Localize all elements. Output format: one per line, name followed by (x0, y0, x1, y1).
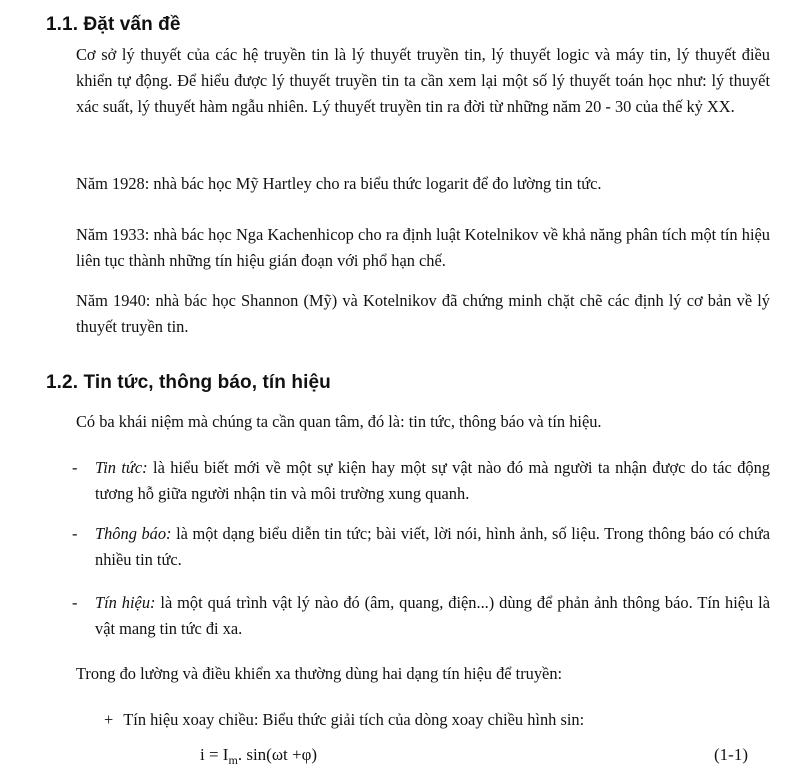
formula-rhs: . sin(ωt +φ) (237, 745, 318, 764)
bullet-item-tin-tuc (72, 455, 770, 507)
paragraph-signal-types: Trong đo lường và điều khiển xa thường dùng hai dạng tín hiệu để truyền: (76, 664, 563, 683)
ac-signal-item (104, 707, 770, 733)
bullet-marker: - (72, 593, 78, 612)
bullet-text (95, 590, 770, 642)
bullet-term: Tin tức: (95, 458, 148, 477)
plus-marker: + (104, 710, 114, 729)
paragraph-1933: Năm 1933: nhà bác học Nga Kachenhicop cho ra định luật Kotelnikov về khả năng phân tích một tín hiệu liên tục thành những tín hiệu gián đoạn với phổ hạn chế. (76, 225, 770, 270)
bullet-definition: là một quá trình vật lý nào đó (âm, quang, điện...) dùng để phản ảnh thông báo. Tín hiệu là vật mang tin tức đi xa. (95, 593, 771, 638)
bullet-marker: - (72, 458, 78, 477)
paragraph-1940: Năm 1940: nhà bác học Shannon (Mỹ) và Kotelnikov đã chứng minh chặt chẽ các định lý cơ bản về lý thuyết truyền tin. (76, 291, 770, 336)
paragraph-1928: Năm 1928: nhà bác học Mỹ Hartley cho ra biểu thức logarit để đo lường tin tức. (76, 174, 602, 193)
bullet-term: Tín hiệu: (95, 593, 156, 612)
section-heading-1-1: 1.1. Đặt vấn đề (46, 14, 181, 35)
paragraph-intro: Cơ sở lý thuyết của các hệ truyền tin là lý thuyết truyền tin, lý thuyết logic và máy tin, lý thuyết điều khiển tự động. Để hiểu được lý thuyết truyền tin ta cần xem lại một số lý thuyết toán học như: lý thuyết xác suất, lý thuyết hàm ngẫu nhiên. Lý thuyết truyền tin ra đời từ những năm 20 - 30 của thế kỷ XX. (76, 45, 770, 116)
bullet-text (95, 455, 770, 507)
formula-lhs: i = I (200, 745, 229, 764)
ac-signal-text: Tín hiệu xoay chiều: Biểu thức giải tích của dòng xoay chiều hình sin: (123, 710, 585, 729)
bullet-definition: là hiểu biết mới về một sự kiện hay một sự vật nào đó mà người ta nhận được do tác động tương hỗ giữa người nhận tin và môi trường xung quanh. (95, 458, 770, 503)
bullet-item-tin-hieu (72, 590, 770, 642)
section-heading-1-2: 1.2. Tin tức, thông báo, tín hiệu (46, 372, 331, 393)
bullet-text (95, 521, 770, 573)
formula-1-1 (200, 742, 317, 769)
formula-subscript: m (228, 753, 238, 767)
paragraph-concepts-intro: Có ba khái niệm mà chúng ta cần quan tâm, đó là: tin tức, thông báo và tín hiệu. (76, 412, 602, 431)
bullet-definition: là một dạng biểu diễn tin tức; bài viết, lời nói, hình ảnh, số liệu. Trong thông báo có chứa nhiều tin tức. (95, 524, 770, 569)
equation-number: (1-1) (714, 745, 748, 764)
bullet-term: Thông báo: (95, 524, 172, 543)
bullet-marker: - (72, 524, 78, 543)
bullet-item-thong-bao (72, 521, 770, 573)
